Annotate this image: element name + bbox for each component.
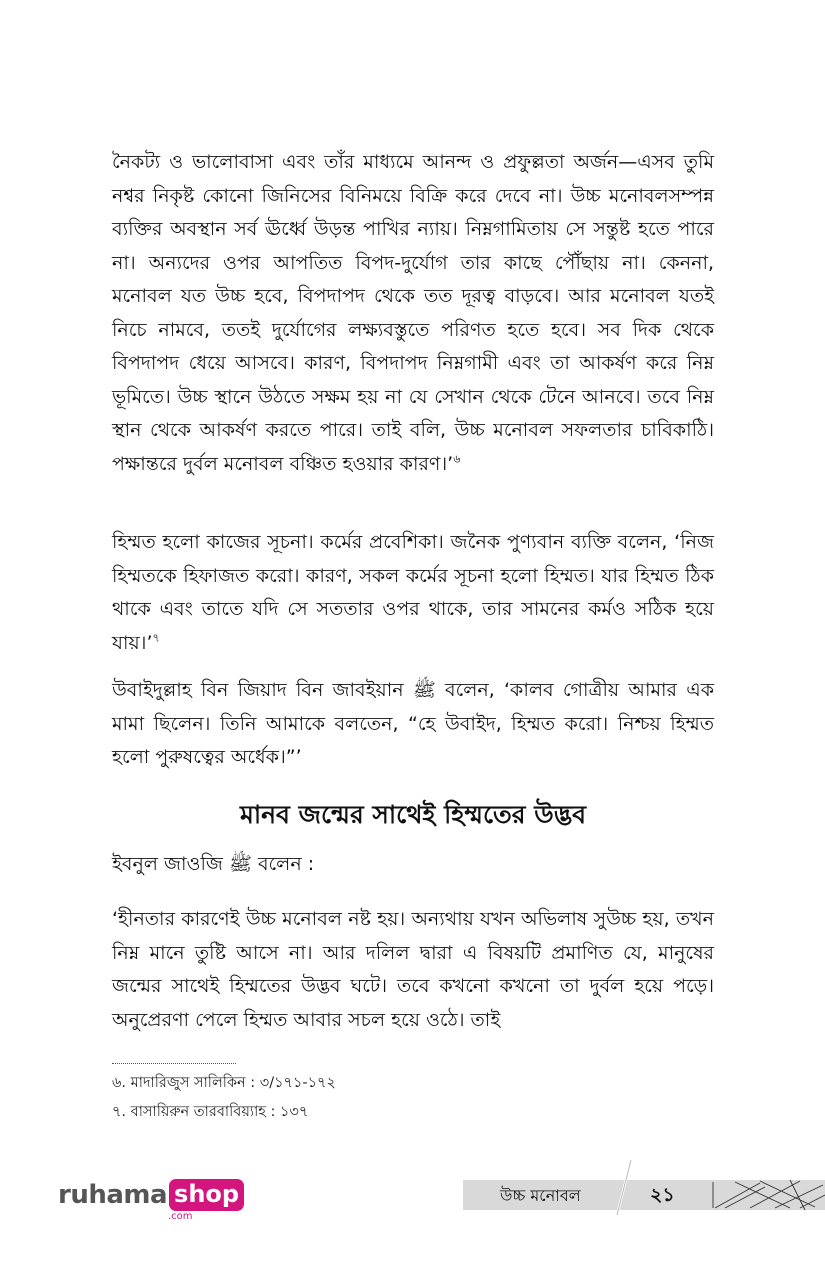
paragraph-1-text: নৈকট্য ও ভালোবাসা এবং তাঁর মাধ্যমে আনন্দ ও প্রফুল্লতা অর্জন—এসব তুমি নশ্বর নিকৃষ্ট কোনো জিনিসের বিনিময়ে বিক্রি করে দেবে না। উচ্চ মনোবলসম্পন্ন ব্যক্তির অবস্থান সর্ব ঊর্ধ্বে উড়ন্ত পাখির ন্যায়। নিম্নগামিতায় সে সন্তুষ্ট হতে পারে না। অন্যদের ওপর আপতিত বিপদ-দুর্যোগ তার কাছে পৌঁছায় না। কেননা, মনোবল যত উচ্চ হবে, বিপদাপদ থেকে তত দূরত্ব বাড়বে। আর মনোবল যতই নিচে নামবে, ততই দুর্যোগের লক্ষ্যবস্তুতে পরিণত হতে হবে। সব দিক থেকে বিপদাপদ ধেয়ে আসবে। কারণ, বিপদাপদ নিম্নগামী এবং তা আকর্ষণ করে নিম্ন ভূমিতে। উচ্চ স্থানে উঠতে সক্ষম হয় না যে সেখান থেকে টেনে আনবে। তবে নিম্ন স্থান থেকে আকর্ষণ করতে পারে। তাই বলি, উচ্চ মনোবল সফলতার চাবিকাঠি। পক্ষান্তরে দুর্বল মনোবল বঞ্চিত হওয়ার কারণ।’ [112,151,714,475]
footnote-6: ৬. মাদারিজুস সালিকিন : ৩/১৭১-১৭২ [112,1075,336,1091]
page-number: ২১ [650,1184,675,1206]
footnote-ref-7: ৭ [152,631,160,645]
logo-domain-text: .com [168,1211,193,1222]
footnote-ref-6: ৬ [453,452,461,466]
section-heading: মানব জন্মের সাথেই হিম্মতের উদ্ভব [239,800,587,829]
paragraph-2-text: হিম্মত হলো কাজের সূচনা। কর্মের প্রবেশিকা। জনৈক পুণ্যবান ব্যক্তি বলেন, ‘নিজ হিম্মতকে হিফাজত করো। কারণ, সকল কর্মের সূচনা হলো হিম্মত। যার হিম্মত ঠিক থাকে এবং তাতে যদি সে সততার ওপর থাকে, তার সামনের কর্মও সঠিক হয়ে যায়।’ [112,531,714,654]
logo-shop-badge: shop [169,1179,244,1211]
ruhamashop-logo [58,1178,244,1222]
footer-divider-slash [613,1160,633,1215]
footnote-divider [112,1063,236,1064]
quote-paragraph: ‘হীনতার কারণেই উচ্চ মনোবল নষ্ট হয়। অন্যথায় যখন অভিলাষ সুউচ্চ হয়, তখন নিম্ন মানে তুষ্টি আসে না। আর দলিল দ্বারা এ বিষয়টি প্রমাণিত যে, মানুষের জন্মের সাথেই হিম্মতের উদ্ভব ঘটে। তবে কখনো কখনো তা দুর্বল হয়ে পড়ে। অনুপ্রেরণা পেলে হিম্মত আবার সচল হয়ে ওঠে। তাই [112,908,714,1031]
intro-line: ইবনুল জাওজি ﷺ বলেন : [112,853,315,875]
paragraph-3-text: উবাইদুল্লাহ বিন জিয়াদ বিন জাবইয়ান ﷺ বলেন, ‘কালব গোত্রীয় আমার এক মামা ছিলেন। তিনি আমাকে বলতেন, “হে উবাইদ, হিম্মত করো। নিশ্চয় হিম্মত হলো পুরুষত্বের অর্ধেক।”’ [112,679,714,768]
footnote-7: ৭. বাসায়িরুন তারবাবিয়্যাহ : ১৩৭ [112,1104,309,1120]
paragraph-2 [112,526,714,660]
footer-decoration [705,1177,825,1213]
footer-book-title: উচ্চ মনোবল [500,1186,581,1205]
paragraph-3 [112,674,714,775]
paragraph-1 [112,146,714,481]
logo-ruhama-text: ruhama [58,1180,168,1210]
